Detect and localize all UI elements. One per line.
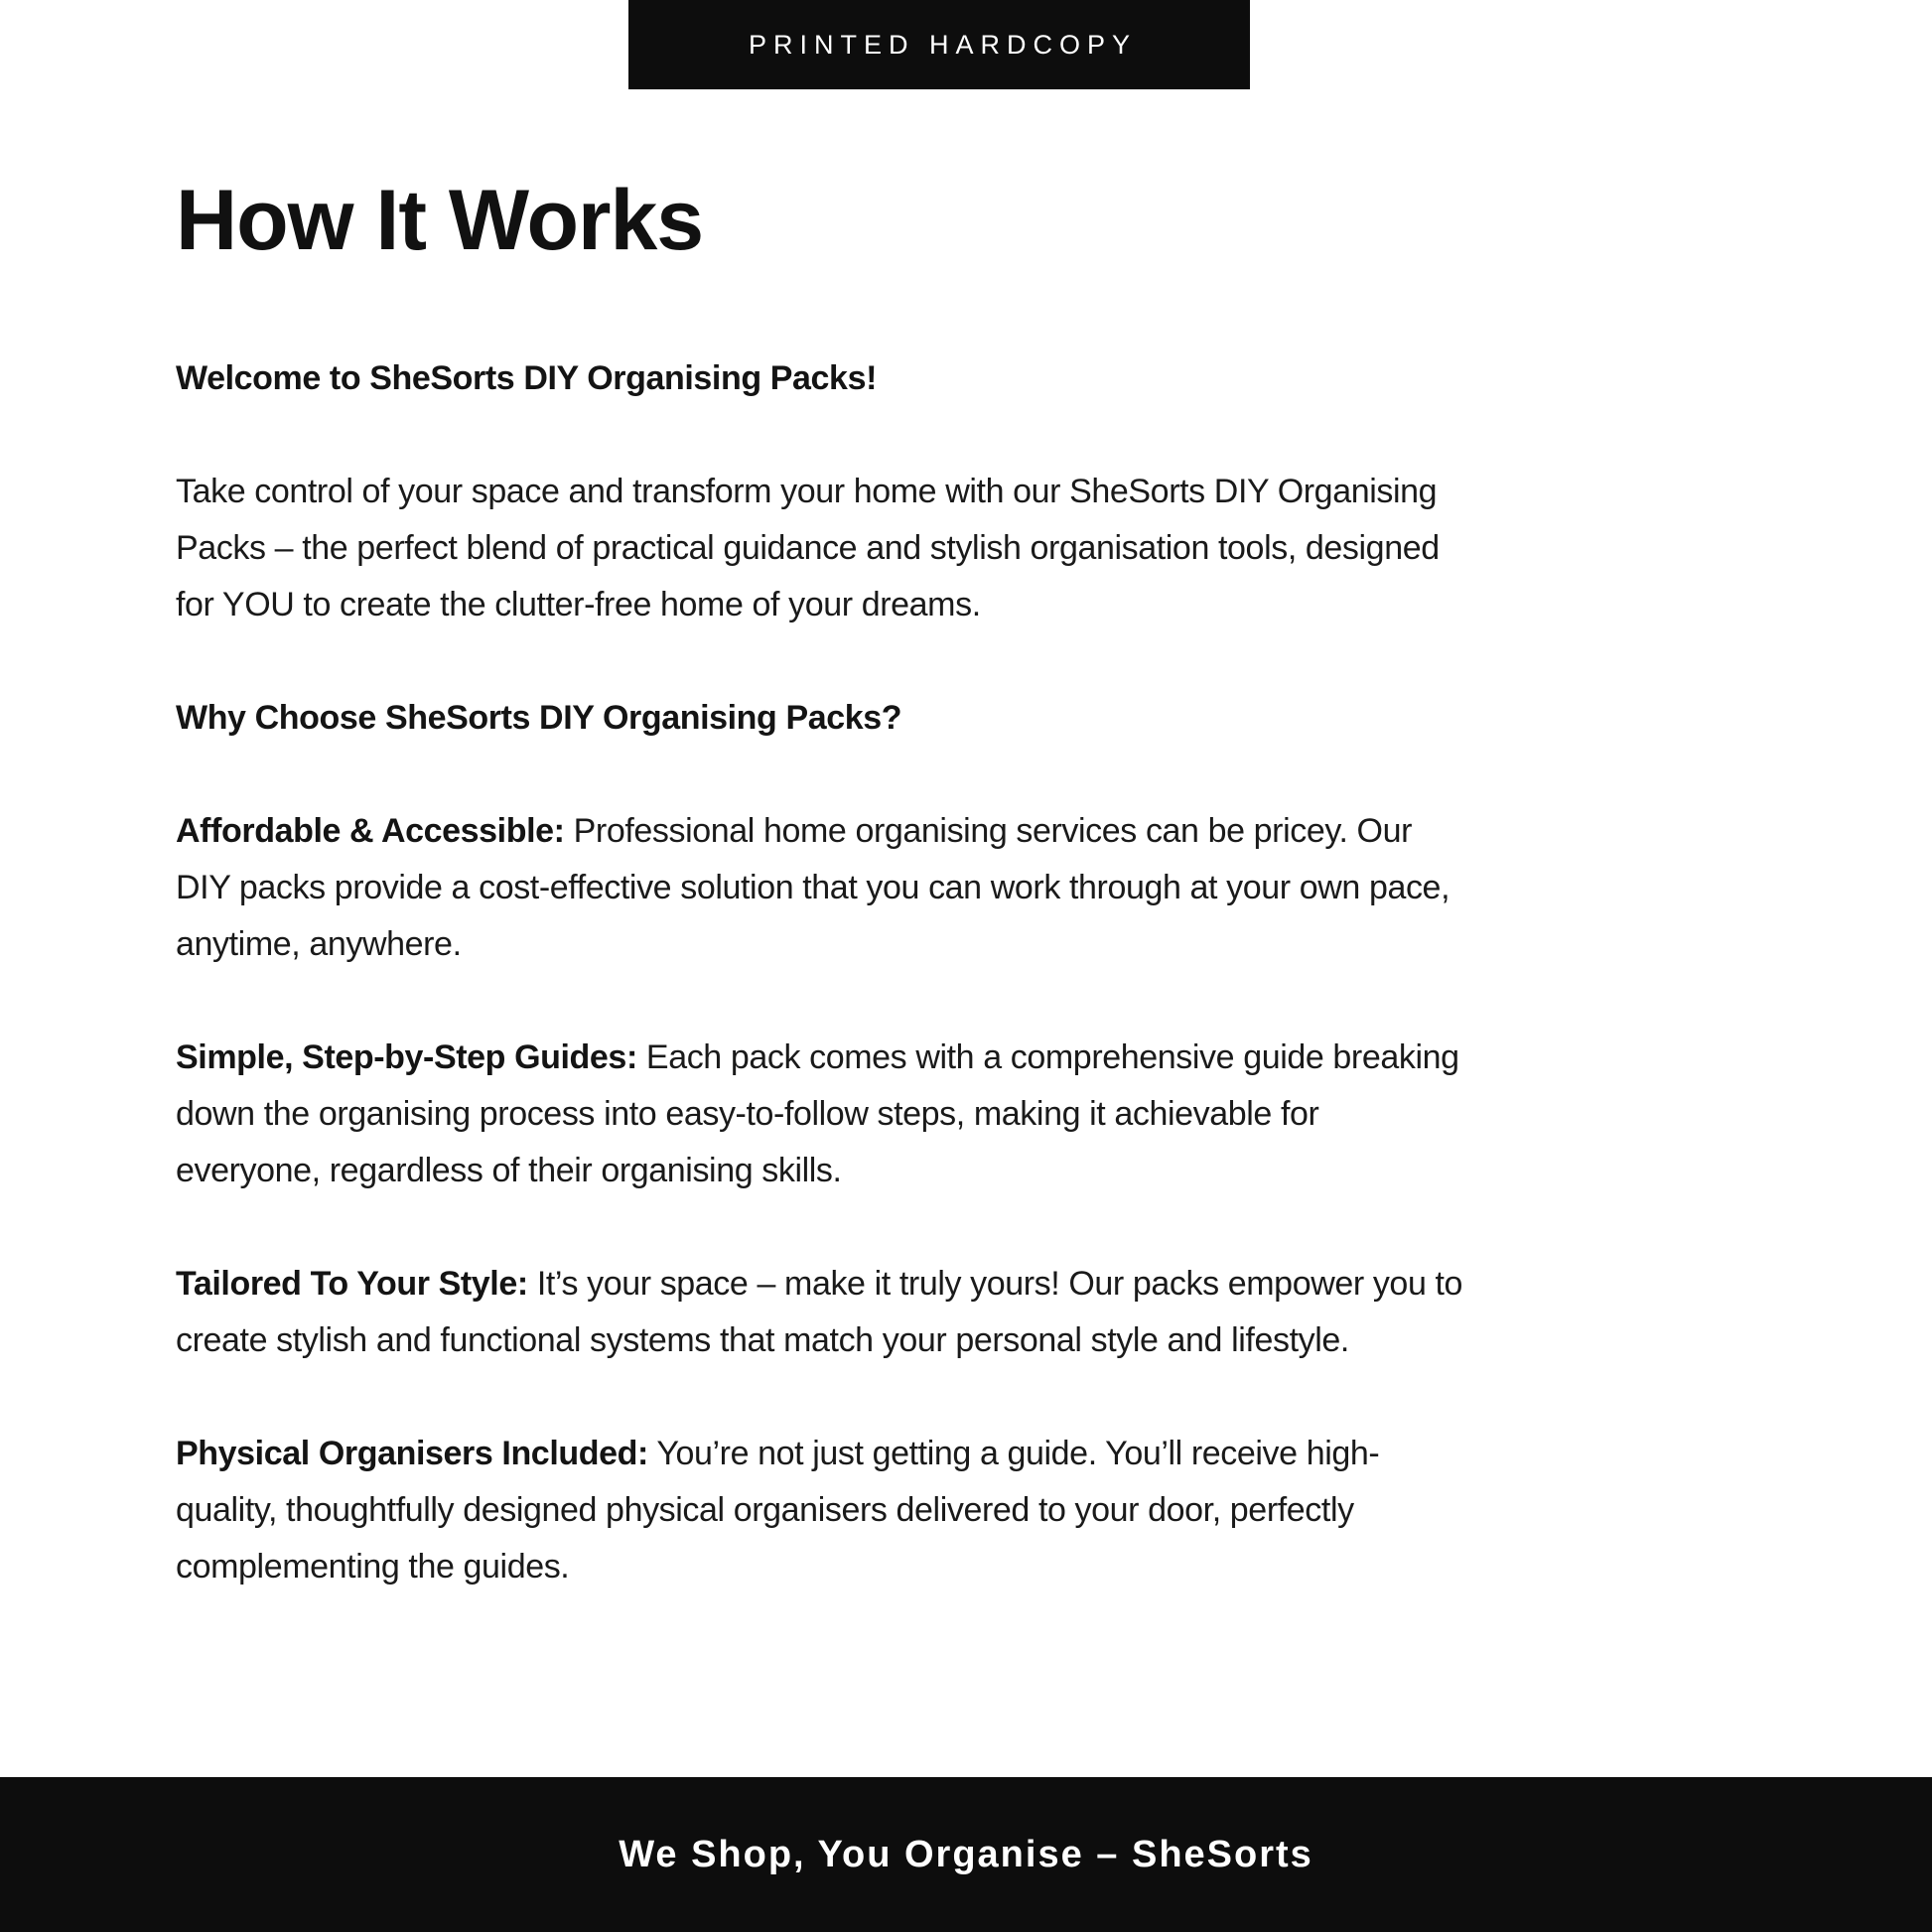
- footer-tagline: We Shop, You Organise – SheSorts: [619, 1833, 1313, 1875]
- intro-heading: Welcome to SheSorts DIY Organising Packs!: [176, 359, 878, 397]
- feature-lead-style: Tailored To Your Style:: [176, 1265, 528, 1303]
- printed-hardcopy-label: PRINTED HARDCOPY: [748, 29, 1138, 60]
- feature-text-guides: Each pack comes with a comprehensive guide breaking down the organising process into easy-to-follow steps, making it achievable for everyone, regardless of their organising skills.: [176, 1038, 1459, 1189]
- feature-text-organisers: You’re not just getting a guide. You’ll receive high-quality, thoughtfully designed physical organisers delivered to your door, perfectly complementing the guides.: [176, 1435, 1380, 1586]
- why-heading: Why Choose SheSorts DIY Organising Packs?: [176, 699, 902, 737]
- feature-paragraph-style: [176, 1256, 1466, 1369]
- feature-lead-affordable: Affordable & Accessible:: [176, 812, 565, 850]
- feature-lead-organisers: Physical Organisers Included:: [176, 1435, 648, 1472]
- intro-paragraph: Take control of your space and transform your home with our SheSorts DIY Organising Packs – the perfect blend of practical guidance and stylish organisation tools, designed for YOU to create the clutter-free home of your dreams.: [176, 473, 1440, 623]
- feature-paragraph-guides: [176, 1030, 1466, 1199]
- footer-bar: [0, 1777, 1932, 1932]
- printed-hardcopy-banner: [628, 0, 1250, 89]
- page-title: How It Works: [176, 173, 704, 268]
- feature-text-affordable: Professional home organising services can be pricey. Our DIY packs provide a cost-effective solution that you can work through at your own pace, anytime, anywhere.: [176, 812, 1450, 963]
- feature-paragraph-organisers: [176, 1426, 1466, 1595]
- feature-lead-guides: Simple, Step-by-Step Guides:: [176, 1038, 637, 1076]
- feature-text-style: It’s your space – make it truly yours! Our packs empower you to create stylish and functional systems that match your personal style and lifestyle.: [176, 1265, 1463, 1359]
- feature-paragraph-affordable: [176, 803, 1466, 973]
